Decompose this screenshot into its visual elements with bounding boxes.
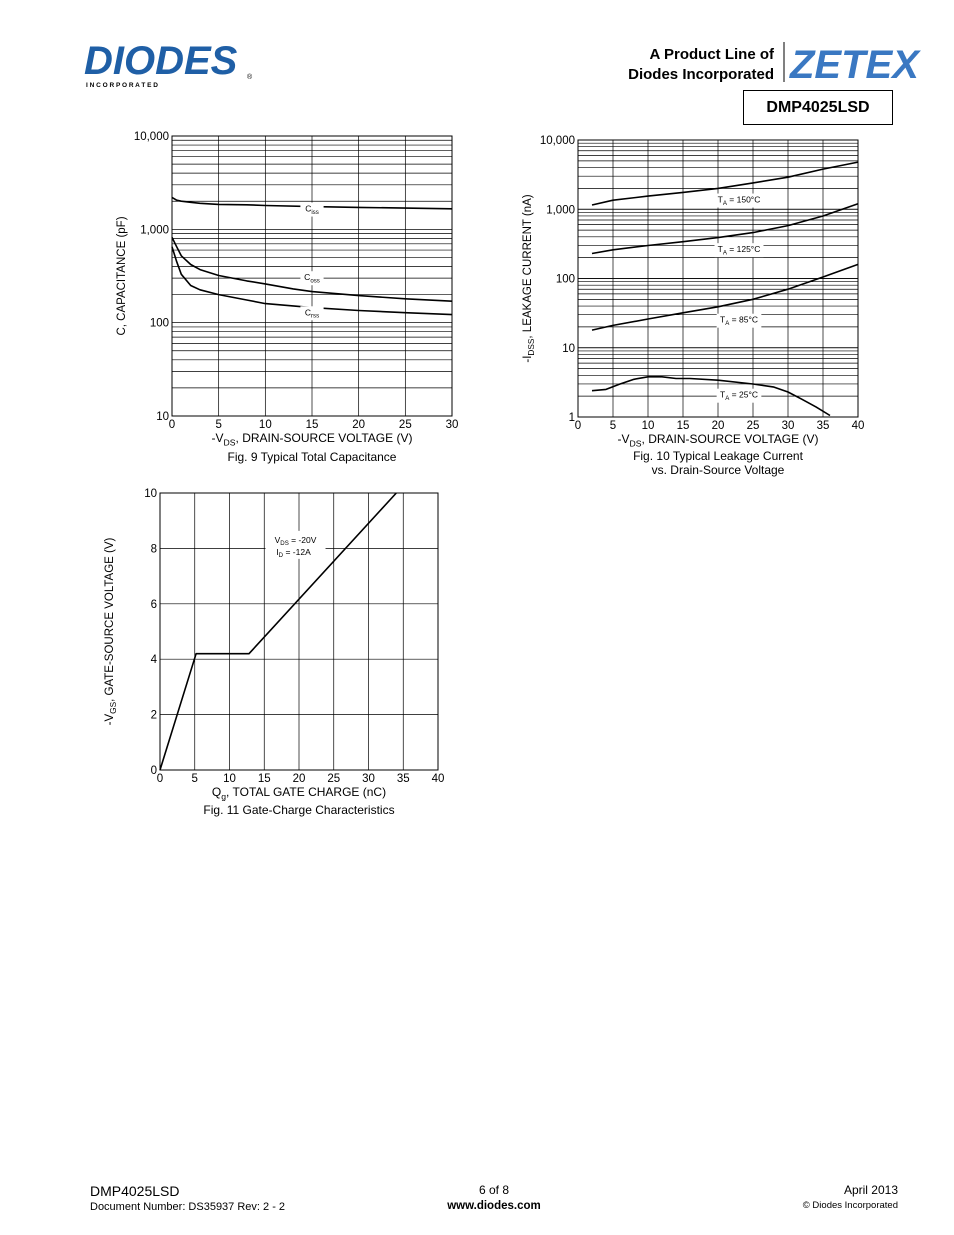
- x-tick-label: 0: [168, 419, 176, 431]
- x-tick-label: 30: [362, 773, 375, 785]
- footer-page: 6 of 8: [478, 1183, 510, 1197]
- x-tick-label: 20: [711, 420, 725, 432]
- x-axis-label: $-V_{DS}$, DRAIN-SOURCE VOLTAGE (V): [211, 431, 413, 448]
- x-axis-label: $-V_{DS}$, DRAIN-SOURCE VOLTAGE (V): [617, 432, 819, 449]
- x-tick-label: 10: [223, 773, 236, 785]
- zetex-logo: [784, 40, 919, 87]
- x-axis-label: $Q_g$, TOTAL GATE CHARGE (nC): [211, 785, 387, 802]
- y-axis-label: $-V_{GS}$, GATE-SOURCE VOLTAGE (V): [104, 537, 119, 726]
- x-tick-label: 30: [445, 419, 459, 431]
- y-tick-label: 2: [150, 709, 157, 722]
- footer-right: [803, 1183, 898, 1213]
- y-tick-label: 4: [150, 654, 157, 667]
- diodes-logo-subtext: I N C O R P O R A T E D: [86, 82, 158, 89]
- series-label-125: $T_A = 125^\circ C$: [717, 244, 761, 257]
- chart-title: Fig. 10 Typical Leakage Current: [633, 449, 803, 463]
- diodes-logo: [84, 40, 259, 90]
- y-tick-label: 1,000: [546, 204, 575, 217]
- footer-center: [400, 1182, 588, 1214]
- footer-copyright: © Diodes Incorporated: [802, 1200, 898, 1211]
- x-tick-label: 5: [609, 420, 617, 432]
- x-tick-label: 25: [746, 420, 760, 432]
- y-tick-label: 10,000: [539, 135, 575, 147]
- x-tick-label: 30: [781, 420, 795, 432]
- footer-left: [90, 1183, 285, 1215]
- product-line: [628, 45, 774, 85]
- x-tick-label: 20: [352, 419, 366, 431]
- y-axis-label: C, CAPACITANCE (pF): [116, 216, 128, 336]
- chart-title: Fig. 9 Typical Total Capacitance: [227, 450, 397, 464]
- series-label-oss: $C_{oss}$: [304, 272, 320, 285]
- x-tick-label: 40: [851, 420, 865, 432]
- y-tick-label: 1: [568, 412, 575, 424]
- y-tick-label: 6: [150, 598, 157, 611]
- y-axis-label: $-I_{DSS}$, LEAKAGE CURRENT (nA): [522, 194, 537, 363]
- x-tick-label: 20: [292, 773, 306, 785]
- chart-title: Fig. 11 Gate-Charge Characteristics: [203, 803, 395, 817]
- product-line-1: A Product Line of: [649, 46, 774, 63]
- x-tick-label: 35: [816, 420, 830, 432]
- x-tick-label: 25: [327, 773, 341, 785]
- part-number-box: DMP4025LSD: [743, 90, 893, 125]
- x-tick-label: 15: [676, 420, 690, 432]
- x-tick-label: 0: [574, 420, 582, 432]
- y-tick-label: 10: [156, 411, 169, 423]
- x-tick-label: 5: [215, 419, 222, 431]
- series-label-85: $T_A = 85^\circ C$: [720, 314, 758, 328]
- x-tick-label: 35: [396, 773, 410, 785]
- y-tick-label: 10,000: [133, 131, 169, 143]
- footer-doc-number: Document Number: DS35937 Rev: 2 - 2: [90, 1201, 286, 1213]
- diodes-logo-text: DIODES: [84, 39, 238, 83]
- y-tick-label: 10: [144, 488, 157, 500]
- x-tick-label: 25: [398, 419, 412, 431]
- y-tick-label: 8: [150, 543, 157, 556]
- series-label-150: $T_A = 150^\circ C$: [717, 194, 761, 207]
- series-label-25: $T_A = 25^\circ C$: [720, 389, 758, 403]
- series-label-iss: $C_{iss}$: [305, 203, 319, 216]
- fig9-capacitance-chart: [100, 128, 470, 468]
- x-tick-label: 15: [305, 419, 319, 431]
- y-tick-label: 100: [555, 273, 575, 286]
- footer-part: DMP4025LSD: [90, 1183, 180, 1199]
- x-tick-label: 5: [191, 773, 198, 785]
- product-line-2: Diodes Incorporated: [628, 66, 774, 83]
- x-tick-label: 40: [431, 773, 445, 785]
- annotation-id: $I_D = -12A$: [276, 546, 311, 560]
- y-tick-label: 0: [150, 765, 157, 777]
- annotation-vds: $V_{DS} = -20V$: [274, 534, 317, 548]
- x-tick-label: 0: [156, 773, 164, 785]
- x-tick-label: 10: [258, 419, 272, 431]
- fig11-gate-charge-chart: [100, 483, 470, 823]
- x-tick-label: 10: [641, 420, 655, 432]
- x-tick-label: 15: [257, 773, 271, 785]
- series-label-rss: $C_{rss}$: [304, 307, 320, 320]
- y-tick-label: 100: [149, 317, 169, 330]
- zetex-logo-text: ZETEX: [790, 43, 919, 87]
- footer-date: April 2013: [843, 1183, 898, 1197]
- fig10-leakage-chart: [505, 128, 885, 483]
- footer-website[interactable]: www.diodes.com: [447, 1200, 541, 1212]
- grid: [578, 140, 858, 417]
- registered-mark: ®: [247, 74, 253, 81]
- y-tick-label: 1,000: [140, 224, 169, 237]
- y-tick-label: 10: [562, 342, 575, 355]
- chart-title-line2: vs. Drain-Source Voltage: [651, 463, 785, 477]
